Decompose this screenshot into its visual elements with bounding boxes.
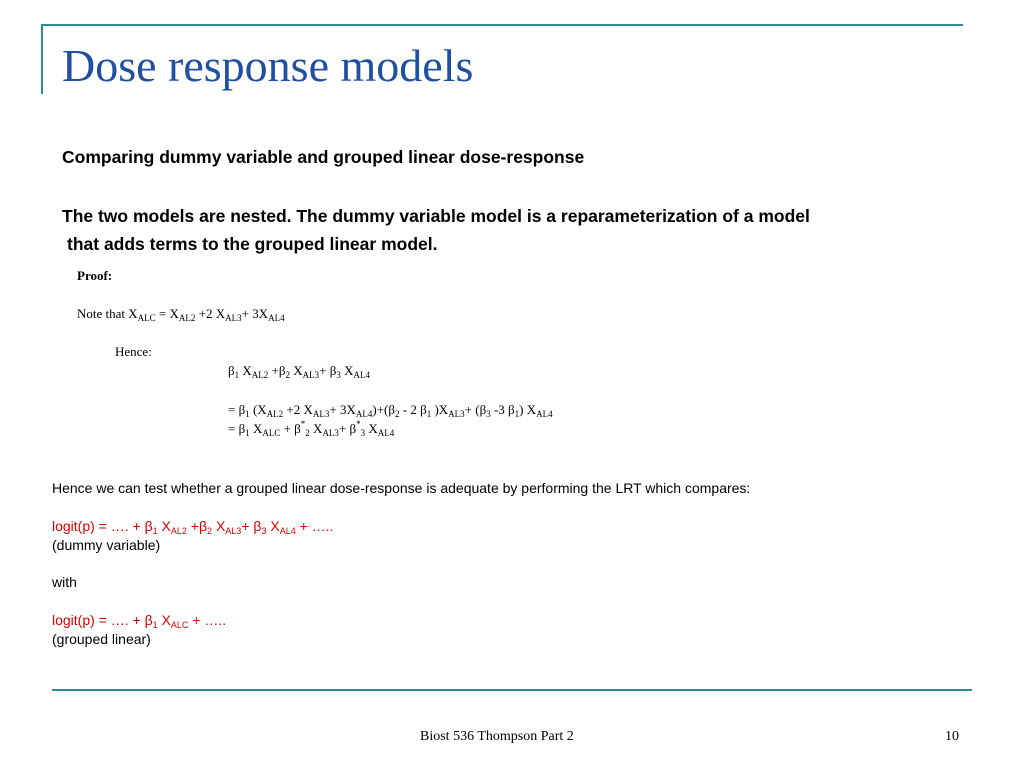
dummy-variable-caption: (dummy variable): [52, 537, 161, 553]
hence-label: Hence:: [115, 344, 152, 359]
note-equation: Note that $X_{ALC} = X_{AL2} +2$ $X_{AL3}+ 3X_{AL4}$: [77, 306, 285, 323]
section-heading: Comparing dummy variable and grouped linear dose-response: [62, 147, 585, 167]
page-number: 10: [945, 729, 959, 744]
proof-label: Proof:: [77, 268, 113, 283]
dummy-variable-model-formula: logit(p) = …. + $\beta_1$ $X_{AL2} +\beta_2$ $X_{AL3}+ \beta_3$ $X_{AL4}$ + …..: [52, 518, 334, 536]
nested-statement-line-1: The two models are nested. The dummy variable model is a reparameterization of a model: [62, 206, 810, 226]
title-frame-top-rule: [41, 24, 963, 26]
lrt-test-sentence: Hence we can test whether a grouped linear dose-response is adequate by performing the LRT which compares:: [52, 480, 751, 496]
nested-statement-line-2: that adds terms to the grouped linear model.: [67, 234, 438, 254]
with-label: with: [52, 574, 77, 590]
proof-equation-3: = $\beta_1$ $X_{ALC} + \beta^*_2$ $X_{AL3}+ \beta^*_3$ $X_{AL4}$: [228, 419, 395, 438]
footer-rule: [52, 689, 972, 691]
grouped-linear-caption: (grouped linear): [52, 631, 151, 647]
slide-title: Dose response models: [62, 40, 474, 91]
title-frame-left-rule: [41, 24, 43, 94]
grouped-linear-model-formula: logit(p) = …. + $\beta_1$ $X_{ALC}$ + …..: [52, 612, 227, 630]
proof-equation-2: = $\beta_1$ ($X_{AL2} +2$ $X_{AL3}+ 3X_{AL4})+(\beta_2 - 2$ $\beta_1$ )$X_{AL3}+ (\beta_3$ -3 $\beta_1$) $X_{AL4}$: [228, 402, 553, 419]
proof-equation-1: $\beta_1$ $X_{AL2} +\beta_2$ $X_{AL3}+ \beta_3$ $X_{AL4}$: [228, 363, 370, 380]
footer-course-label: Biost 536 Thompson Part 2: [420, 729, 574, 744]
